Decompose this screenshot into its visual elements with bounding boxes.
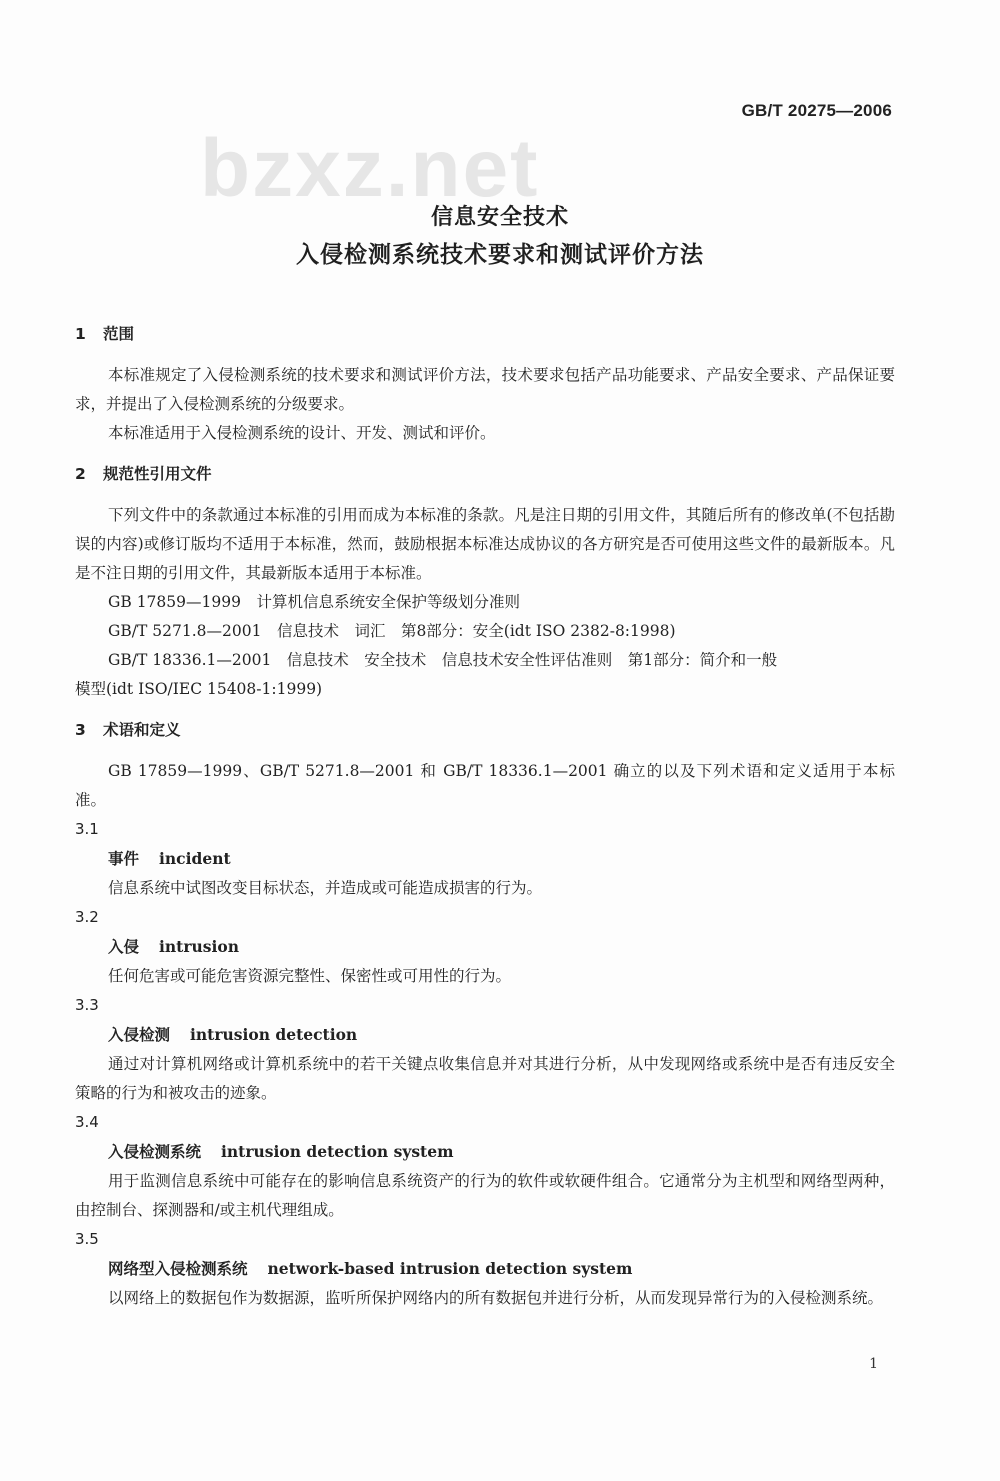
watermark-logo: bzxz.net: [200, 123, 540, 214]
section-title: 范围: [103, 325, 135, 343]
section-number: 3: [75, 721, 86, 739]
page-number: 1: [869, 1356, 878, 1372]
term-zh: 网络型入侵检测系统: [108, 1260, 248, 1278]
section-heading-scope: [75, 320, 895, 349]
paragraph: 本标准适用于入侵检测系统的设计、开发、测试和评价。: [108, 424, 496, 442]
term-en: intrusion detection: [190, 1025, 358, 1044]
term-definition: 以网络上的数据包作为数据源，监听所保护网络内的所有数据包并进行分析，从而发现异常行为的入侵检测系统。: [108, 1289, 884, 1307]
term-number: 3.1: [75, 820, 99, 838]
term-zh: 入侵检测系统: [108, 1143, 202, 1161]
term-number: 3.5: [75, 1230, 99, 1248]
term-zh: 入侵检测: [108, 1026, 171, 1044]
term-number: 3.4: [75, 1113, 99, 1131]
paragraph: 本标准规定了入侵检测系统的技术要求和测试评价方法，技术要求包括产品功能要求、产品安全要求、产品保证要求，并提出了入侵检测系统的分级要求。: [75, 366, 895, 413]
term-entry: [75, 815, 895, 903]
term-entry: [75, 1108, 895, 1225]
term-definition: 通过对计算机网络或计算机系统中的若干关键点收集信息并对其进行分析，从中发现网络或系统中是否有违反安全策略的行为和被攻击的迹象。: [75, 1055, 895, 1102]
term-entry: [75, 991, 895, 1108]
term-en: intrusion: [159, 937, 239, 956]
term-definition: 任何危害或可能危害资源完整性、保密性或可用性的行为。: [108, 967, 512, 985]
term-heading: [75, 932, 895, 962]
term-en: network-based intrusion detection system: [267, 1259, 633, 1278]
term-en: intrusion detection system: [221, 1142, 454, 1161]
term-heading: [75, 1020, 895, 1050]
section-title: 规范性引用文件: [103, 465, 212, 483]
term-zh: 事件: [108, 850, 140, 868]
reference-item: GB/T 5271.8—2001 信息技术 词汇 第8部分：安全(idt ISO 2382-8:1998): [108, 622, 676, 640]
section-title: 术语和定义: [103, 721, 181, 739]
section-heading-terms-definitions: [75, 716, 895, 745]
section-heading-normative-references: [75, 460, 895, 489]
document-body: [75, 320, 895, 1313]
term-definition: 用于监测信息系统中可能存在的影响信息系统资产的行为的软件或软硬件组合。它通常分为主机型和网络型两种，由控制台、探测器和/或主机代理组成。: [75, 1172, 895, 1219]
term-number: 3.3: [75, 996, 99, 1014]
standard-code: GB/T 20275—2006: [741, 101, 892, 120]
paragraph: 下列文件中的条款通过本标准的引用而成为本标准的条款。凡是注日期的引用文件，其随后所有的修改单(不包括勘误的内容)或修订版均不适用于本标准，然而，鼓励根据本标准达成协议的各方研究是否可使用这些文件的最新版本。凡是不注日期的引用文件，其最新版本适用于本标准。: [75, 506, 895, 582]
term-heading: [75, 1254, 895, 1284]
term-entry: [75, 903, 895, 991]
term-heading: [75, 844, 895, 874]
document-title-line2: 入侵检测系统技术要求和测试评价方法: [296, 242, 704, 268]
term-en: incident: [159, 849, 231, 868]
document-title-line1: 信息安全技术: [430, 205, 569, 230]
section-number: 1: [75, 325, 86, 343]
term-definition: 信息系统中试图改变目标状态，并造成或可能造成损害的行为。: [108, 879, 543, 897]
reference-item-continuation: 模型(idt ISO/IEC 15408-1:1999): [75, 680, 323, 698]
reference-item: GB/T 18336.1—2001 信息技术 安全技术 信息技术安全性评估准则 第1部分：简介和一般: [108, 651, 778, 669]
section-number: 2: [75, 465, 86, 483]
reference-item: GB 17859—1999 计算机信息系统安全保护等级划分准则: [108, 593, 520, 611]
term-zh: 入侵: [108, 938, 140, 956]
term-entry: [75, 1225, 895, 1313]
term-number: 3.2: [75, 908, 99, 926]
term-heading: [75, 1137, 895, 1167]
paragraph: GB 17859—1999、GB/T 5271.8—2001 和 GB/T 18336.1—2001 确立的以及下列术语和定义适用于本标准。: [75, 762, 895, 809]
